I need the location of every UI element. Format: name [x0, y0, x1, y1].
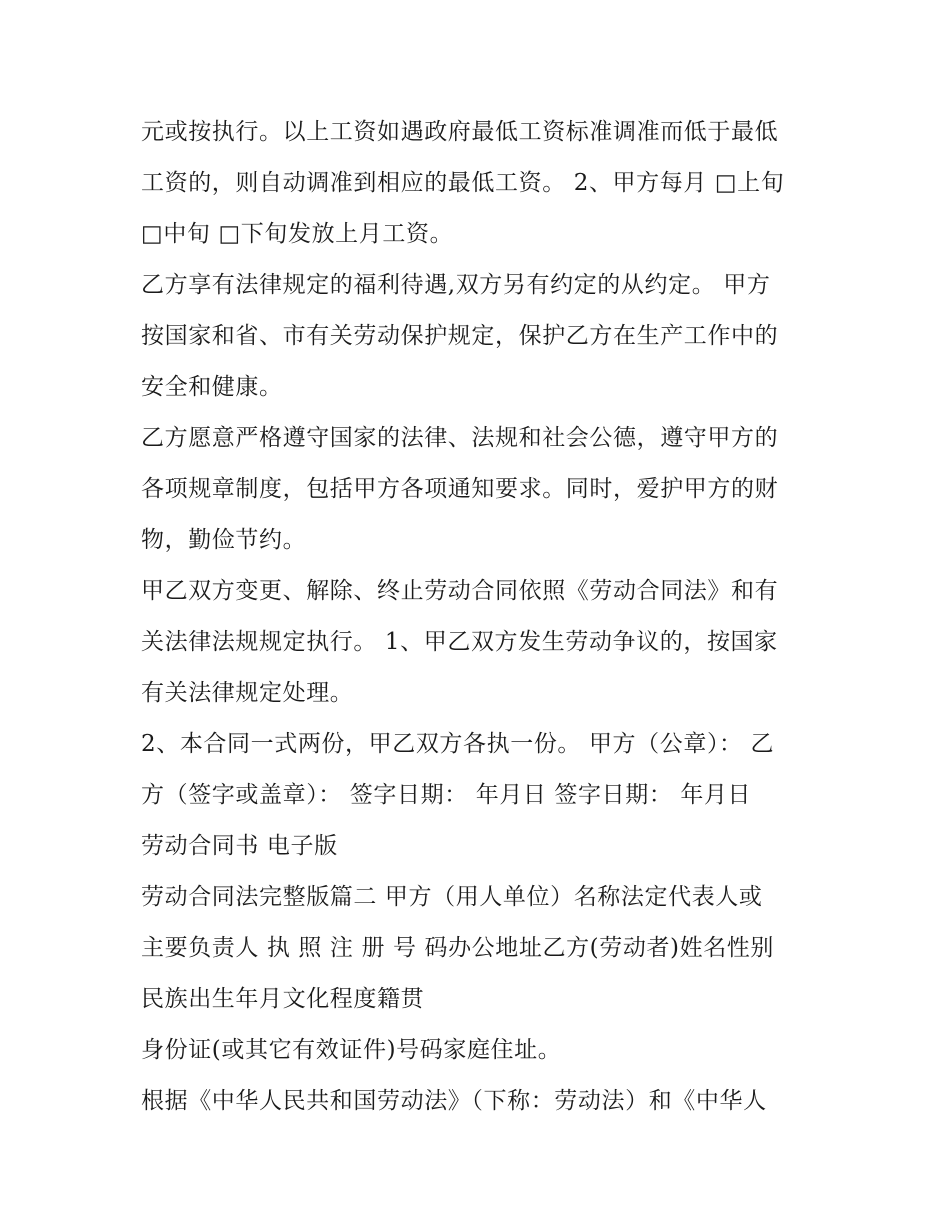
text-line: 元或按执行。以上工资如遇政府最低工资标准调准而低于最低	[141, 119, 779, 145]
text-line: 乙方愿意严格遵守国家的法律、法规和社会公德，遵守甲方的	[141, 425, 779, 451]
text-line: 劳动合同法完整版篇二 甲方（用人单位）名称法定代表人或	[141, 884, 763, 910]
text-line: 安全和健康。	[141, 374, 283, 400]
text-line: 身份证(或其它有效证件)号码家庭住址。	[141, 1037, 562, 1063]
text-line: □中旬 □下旬发放上月工资。	[141, 221, 454, 247]
text-line: 劳动合同书 电子版	[141, 833, 338, 859]
text-line: 方（签字或盖章）： 签字日期： 年月日 签字日期： 年月日	[141, 782, 752, 808]
text-line: 物，勤俭节约。	[141, 527, 307, 553]
text-line: 按国家和省、市有关劳动保护规定，保护乙方在生产工作中的	[141, 323, 779, 349]
text-line: 乙方享有法律规定的福利待遇,双方另有约定的从约定。 甲方	[141, 272, 771, 298]
text-line: 民族出生年月文化程度籍贯	[141, 986, 425, 1012]
text-line: 根据《中华人民共和国劳动法》（下称：劳动法）和《中华人	[141, 1088, 767, 1114]
text-line: 工资的，则自动调准到相应的最低工资。 2、甲方每月 □上旬	[141, 170, 785, 196]
text-line: 各项规章制度，包括甲方各项通知要求。同时，爱护甲方的财	[141, 476, 779, 502]
text-line: 甲乙双方变更、解除、终止劳动合同依照《劳动合同法》和有	[141, 578, 779, 604]
document-body	[141, 107, 821, 1127]
text-line: 主要负责人 执 照 注 册 号 码办公地址乙方(劳动者)姓名性别	[141, 935, 775, 961]
text-line: 有关法律规定处理。	[141, 680, 354, 706]
text-line: 2、本合同一式两份，甲乙双方各执一份。 甲方（公章）： 乙	[141, 731, 775, 757]
text-line: 关法律法规规定执行。 1、甲乙双方发生劳动争议的，按国家	[141, 629, 778, 655]
